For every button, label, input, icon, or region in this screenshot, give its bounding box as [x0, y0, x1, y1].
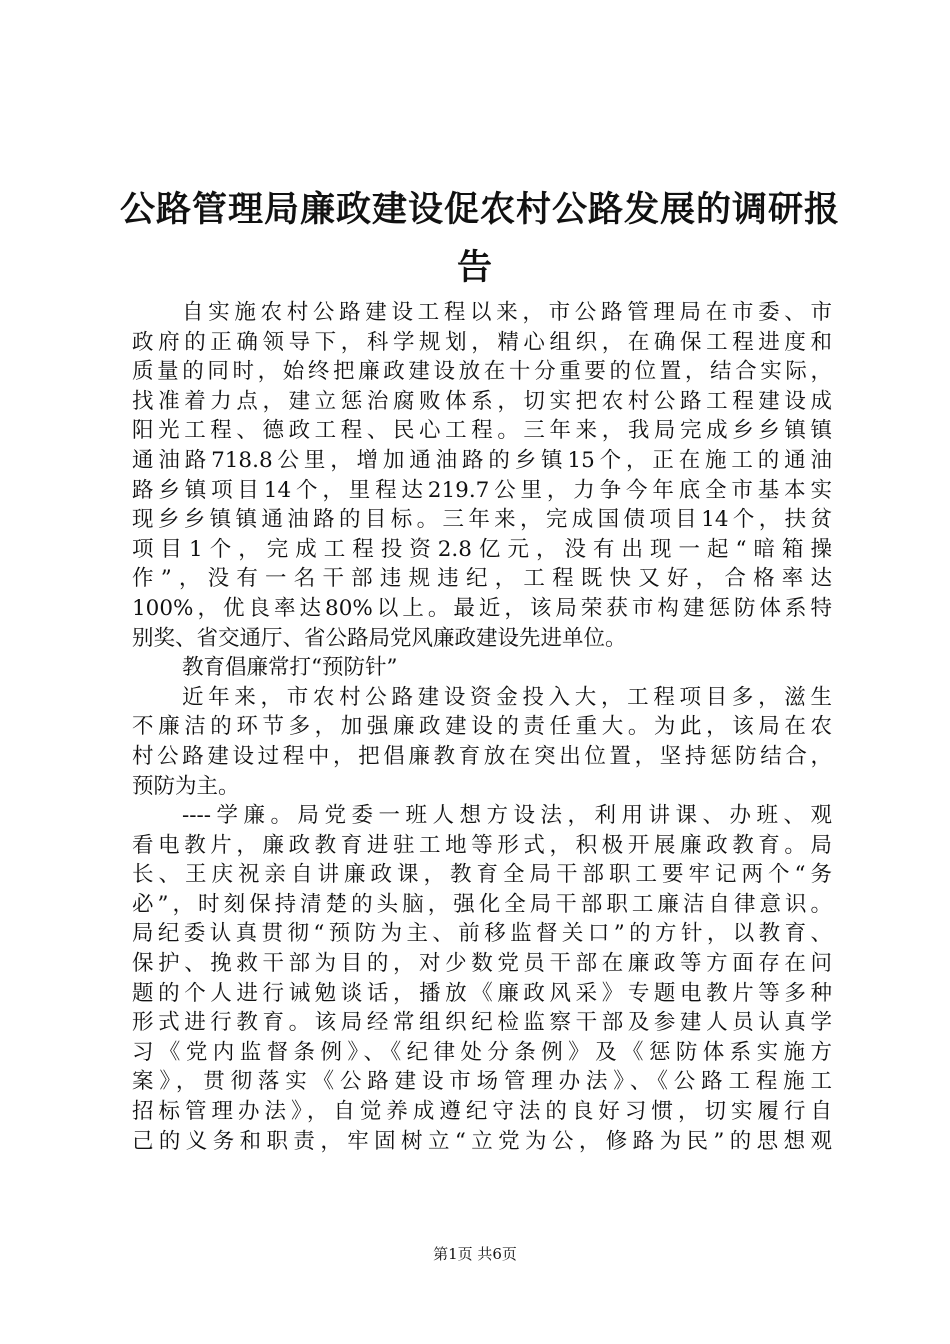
- body-line: 别奖、省交通厅、省公路局党风廉政建设先进单位。: [132, 625, 627, 651]
- body-line: 招标管理办法》，自觉养成遵纪守法的良好习惯，切实履行自: [132, 1099, 832, 1125]
- body-line: 质量的同时，始终把廉政建设放在十分重要的位置，结合实际，: [132, 359, 832, 385]
- body-line: 局纪委认真贯彻“预防为主、前移监督关口”的方针，以教育、: [132, 921, 832, 947]
- body-line: 题的个人进行诫勉谈话，播放《廉政风采》专题电教片等多种: [132, 980, 832, 1006]
- body-line: 村公路建设过程中，把倡廉教育放在突出位置，坚持惩防结合，: [132, 743, 832, 769]
- body-line: 案》，贯彻落实《公路建设市场管理办法》、《公路工程施工: [132, 1069, 832, 1095]
- body-line: 习《党内监督条例》、《纪律处分条例》及《惩防体系实施方: [132, 1039, 832, 1065]
- body-line: 己的义务和职责，牢固树立“立党为公，修路为民”的思想观: [132, 1128, 832, 1154]
- body-line: 看电教片，廉政教育进驻工地等形式，积极开展廉政教育。局: [132, 832, 832, 858]
- body-line: 近年来，市农村公路建设资金投入大，工程项目多，滋生: [182, 684, 832, 710]
- body-line: 政府的正确领导下，科学规划，精心组织，在确保工程进度和: [132, 329, 832, 355]
- body-line: 现乡乡镇镇通油路的目标。三年来，完成国债项目14个，扶贫: [132, 507, 832, 533]
- document-title-continued: 告: [456, 248, 493, 288]
- page-number-footer: 第1页 共6页: [433, 1245, 517, 1263]
- document-body: [132, 298, 832, 1156]
- body-line: 项目1个，完成工程投资2.8亿元，没有出现一起“暗箱操: [132, 536, 832, 562]
- body-line: 阳光工程、德政工程、民心工程。三年来，我局完成乡乡镇镇: [132, 418, 832, 444]
- body-line: 自实施农村公路建设工程以来，市公路管理局在市委、市: [182, 300, 832, 325]
- body-line: 路乡镇项目14个，里程达219.7公里，力争今年底全市基本实: [132, 477, 832, 503]
- body-line: 预防为主。: [132, 773, 240, 799]
- body-line: 必”，时刻保持清楚的头脑，强化全局干部职工廉洁自律意识。: [132, 891, 832, 917]
- body-line: ----学廉。局党委一班人想方设法，利用讲课、办班、观: [182, 803, 832, 829]
- body-line: 作”，没有一名干部违规违纪，工程既快又好，合格率达: [132, 566, 832, 592]
- body-line: 形式进行教育。该局经常组织纪检监察干部及参建人员认真学: [132, 1010, 832, 1036]
- body-line: 100%，优良率达80%以上。最近，该局荣获市构建惩防体系特: [132, 595, 832, 621]
- section-heading: 教育倡廉常打“预防针”: [182, 655, 398, 681]
- body-line: 通油路718.8公里，增加通油路的乡镇15个，正在施工的通油: [132, 447, 832, 473]
- body-line: 保护、挽救干部为目的，对少数党员干部在廉政等方面存在问: [132, 951, 832, 977]
- body-line: 找准着力点，建立惩治腐败体系，切实把农村公路工程建设成: [132, 388, 832, 414]
- document-title: 公路管理局廉政建设促农村公路发展的调研报: [120, 190, 841, 230]
- body-line: 长、王庆祝亲自讲廉政课，教育全局干部职工要牢记两个“务: [132, 862, 832, 888]
- body-line: 不廉洁的环节多，加强廉政建设的责任重大。为此，该局在农: [132, 714, 832, 740]
